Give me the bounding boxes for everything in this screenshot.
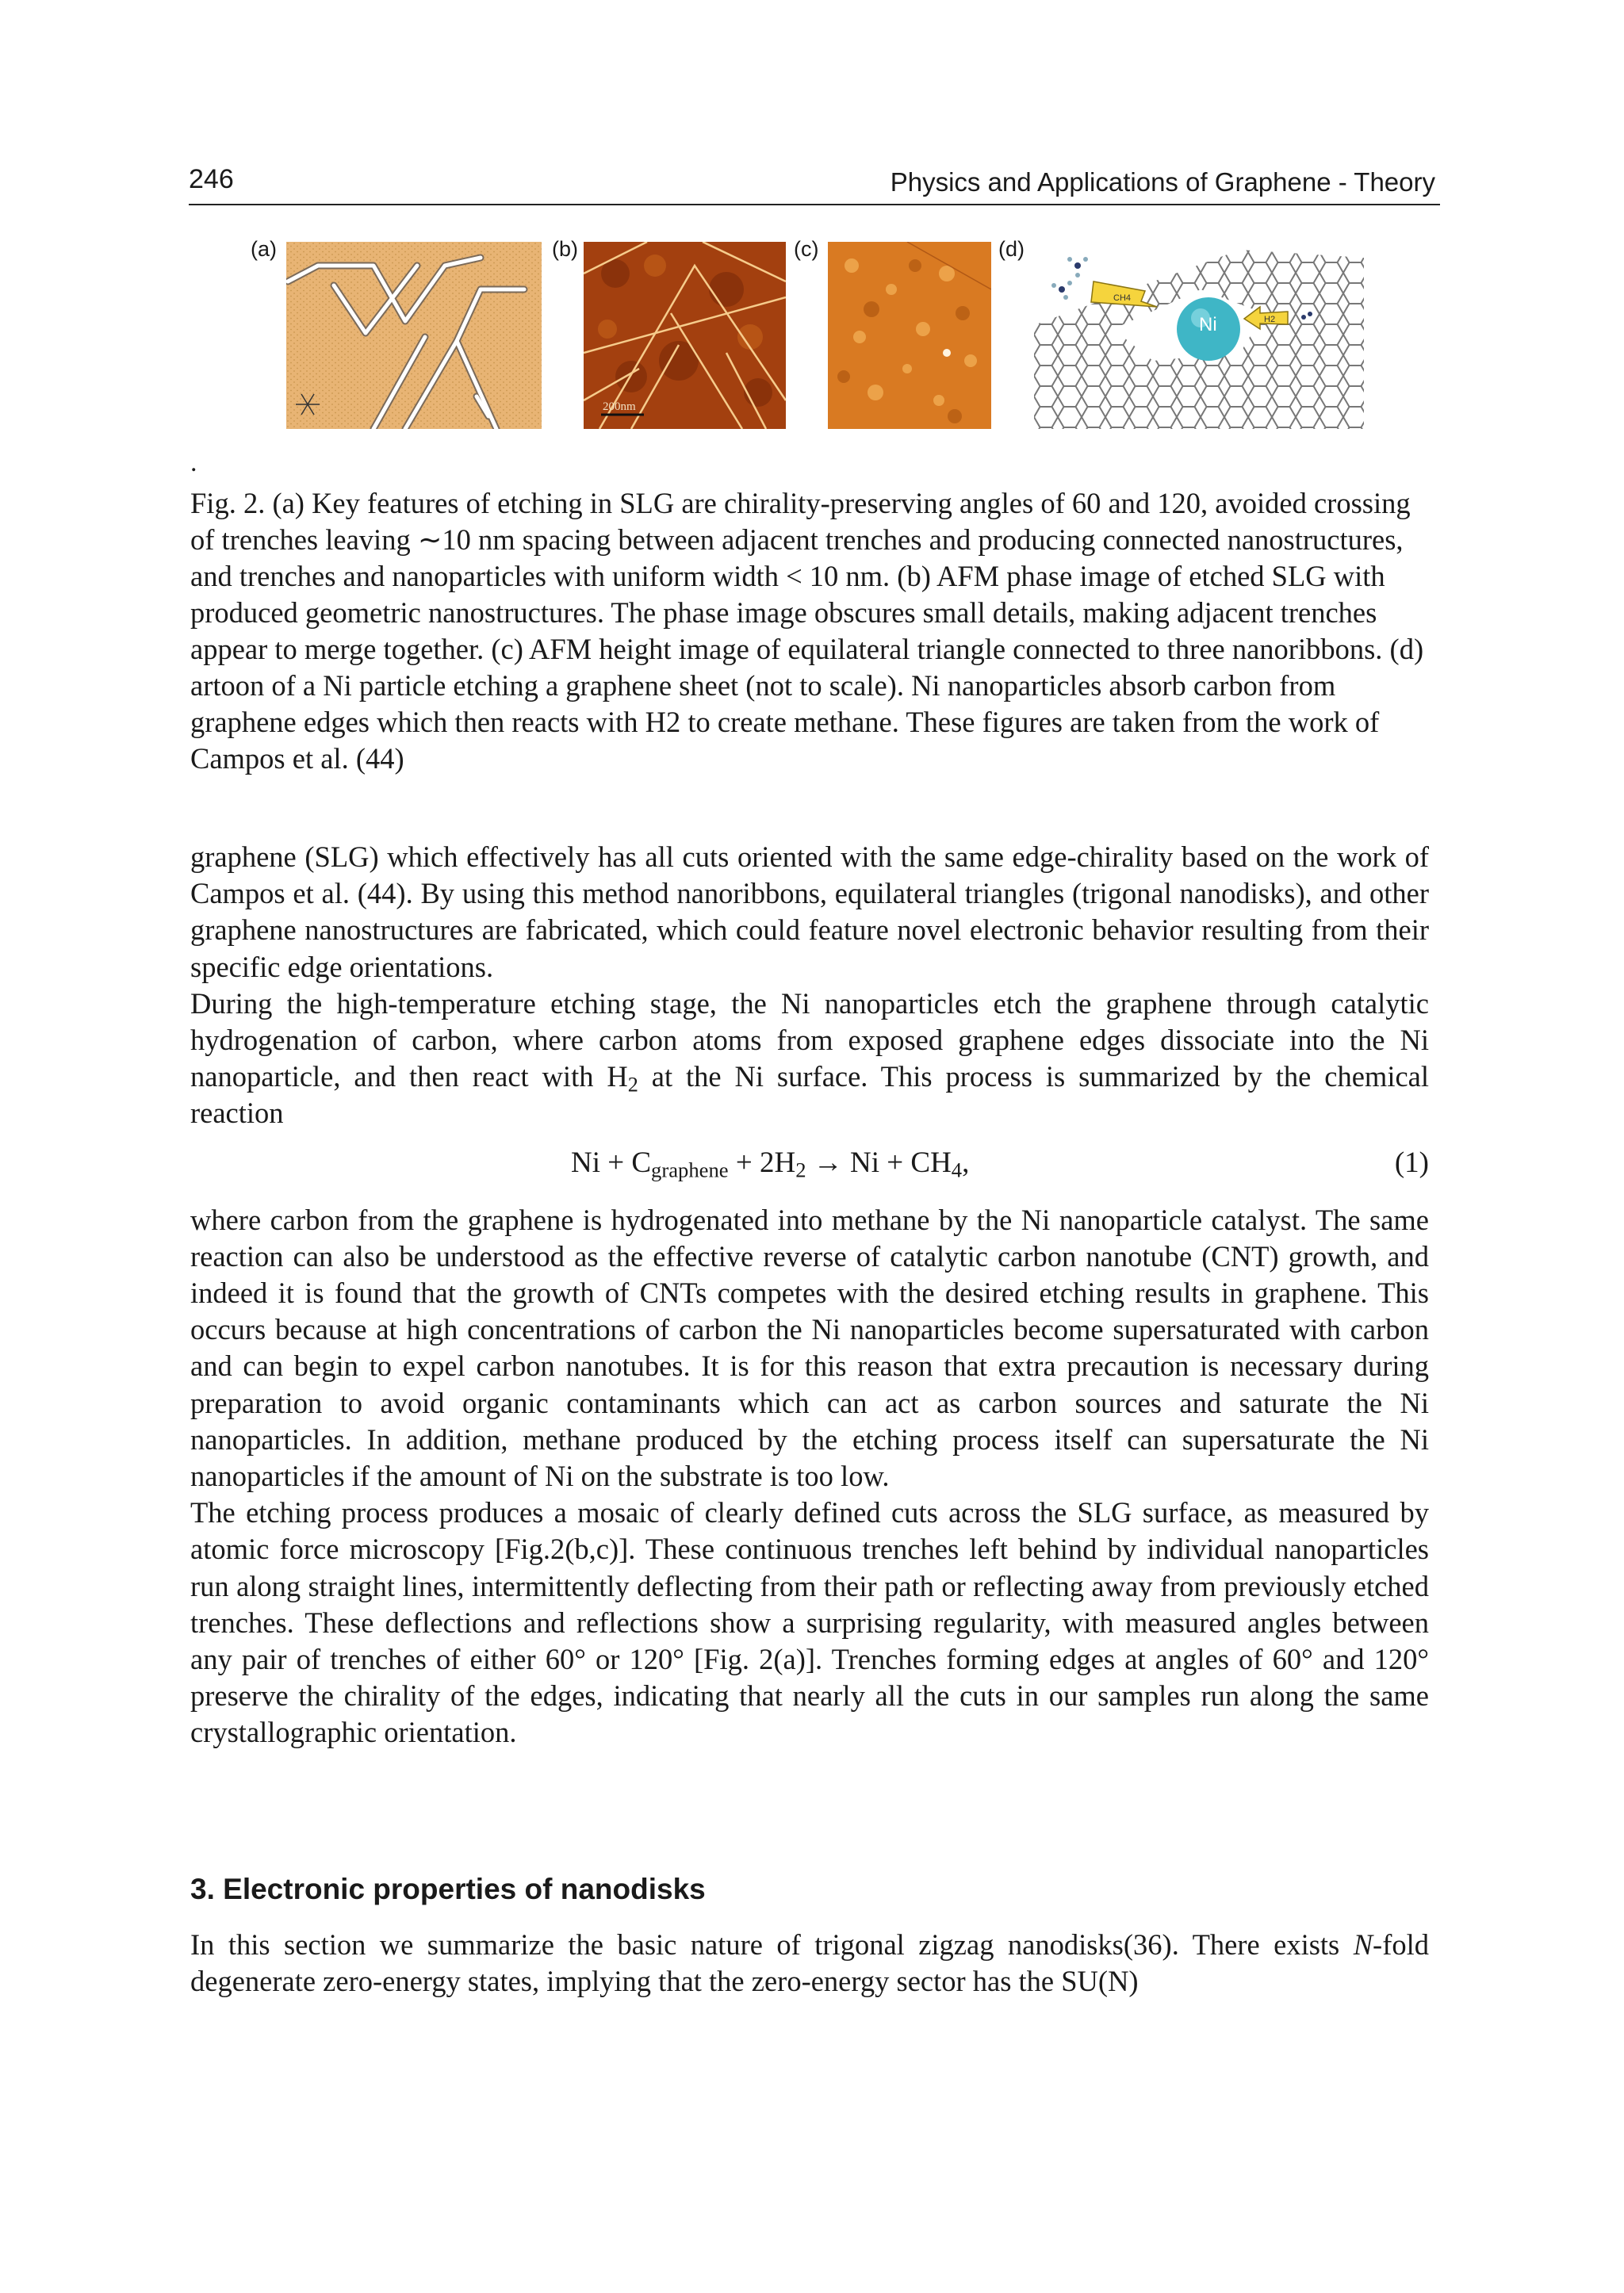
panel-c-image bbox=[828, 242, 991, 429]
ni-particle-label: Ni bbox=[1199, 314, 1217, 335]
section-paragraph-1: In this section we summarize the basic nature of trigonal zigzag nanodisks(36). There exists N-fold degenerate zero-energy states, implying that the zero-energy sector has the SU(N) bbox=[190, 1928, 1429, 1998]
panel-a-label: (a) bbox=[251, 237, 277, 261]
paragraph-2: During the high-temperature etching stage, the Ni nanoparticles etch the graphene through catalytic hydrogenation of carbon, where carbon atoms from exposed graphene edges dissociate into the Ni nanoparticle, and then react with $H_2$ at the Ni surface. This process is summarized by the chemical reaction bbox=[190, 986, 1429, 1130]
page-number: 246 bbox=[189, 164, 234, 194]
equation-1 bbox=[190, 1139, 1429, 1197]
scale-bar-label: 200nm bbox=[603, 400, 636, 413]
body-text bbox=[190, 839, 1429, 1751]
panel-a-image bbox=[286, 242, 542, 429]
section-text bbox=[190, 1927, 1429, 2000]
running-title: Physics and Applications of Graphene - Theory bbox=[890, 167, 1435, 197]
panel-b-label: (b) bbox=[552, 237, 578, 261]
figure-caption bbox=[190, 485, 1427, 777]
h2-arrow-label: H2 bbox=[1264, 315, 1276, 324]
figure-2 bbox=[189, 234, 1440, 440]
equation-body: $Ni + C_{graphene} + 2H_2 \to Ni + CH_4$, bbox=[571, 1146, 970, 1182]
stray-mark: . bbox=[190, 448, 197, 477]
paragraph-4: The etching process produces a mosaic of clearly defined cuts across the SLG surface, as measured by atomic force microscopy [Fig.2(b,c)]. These continuous trenches left behind by individual nanoparticles run along straight lines, intermittently deflecting from their path or reflecting away from previously etched trenches. These deflections and reflections show a surprising regularity, with measured angles between any pair of trenches of either 60° or 120° [Fig. 2(a)]. Trenches forming edges at angles of 60° and 120° preserve the chirality of the edges, indicating that nearly all the cuts in our samples run along the same crystallographic orientation. bbox=[190, 1496, 1429, 1749]
panel-c-label: (c) bbox=[794, 237, 819, 261]
panel-b-image bbox=[584, 242, 786, 429]
equation-number: (1) bbox=[1394, 1146, 1429, 1179]
paragraph-3: where carbon from the graphene is hydrogenated into methane by the Ni nanoparticle catalyst. The same reaction can also be understood as the effective reverse of catalytic carbon nanotube (CNT) growth, and indeed it is found that the growth of CNTs competes with the desired etching results in graphene. This occurs because at high concentrations of carbon the Ni nanoparticles become supersaturated with carbon and can begin to expel carbon nanotubes. It is for this reason that extra precaution is necessary during preparation to avoid organic contaminants which can act as carbon sources and saturate the Ni nanoparticles. In addition, methane produced by the etching process itself can supersaturate the Ni nanoparticles if the amount of Ni on the substrate is too low. bbox=[190, 1203, 1429, 1493]
page-header bbox=[189, 164, 1440, 205]
panel-d-image bbox=[1034, 242, 1364, 429]
ch4-arrow-label: CH4 bbox=[1113, 293, 1132, 303]
caption-text: Fig. 2. (a) Key features of etching in SLG are chirality-preserving angles of 60 and 120, avoided crossing of trenches leaving ∼10 nm spacing between adjacent trenches and producing connected nanostructures, and trenches and nanoparticles with uniform width < 10 nm. (b) AFM phase image of etched SLG with produced geometric nanostructures. The phase image obscures small details, making adjacent trenches appear to merge together. (c) AFM height image of equilateral triangle connected to three nanoribbons. (d) artoon of a Ni particle etching a graphene sheet (not to scale). Ni nanoparticles absorb carbon from graphene edges which then reacts with H2 to create methane. These figures are taken from the work of Campos et al. (44) bbox=[190, 487, 1424, 775]
panel-d-label: (d) bbox=[998, 237, 1025, 261]
section-heading: 3. Electronic properties of nanodisks bbox=[190, 1873, 706, 1905]
paragraph-1: graphene (SLG) which effectively has all cuts oriented with the same edge-chirality based on the work of Campos et al. (44). By using this method nanoribbons, equilateral triangles (trigonal nanodisks), and other graphene nanostructures are fabricated, which could feature novel electronic behavior resulting from their specific edge orientations. bbox=[190, 840, 1429, 983]
